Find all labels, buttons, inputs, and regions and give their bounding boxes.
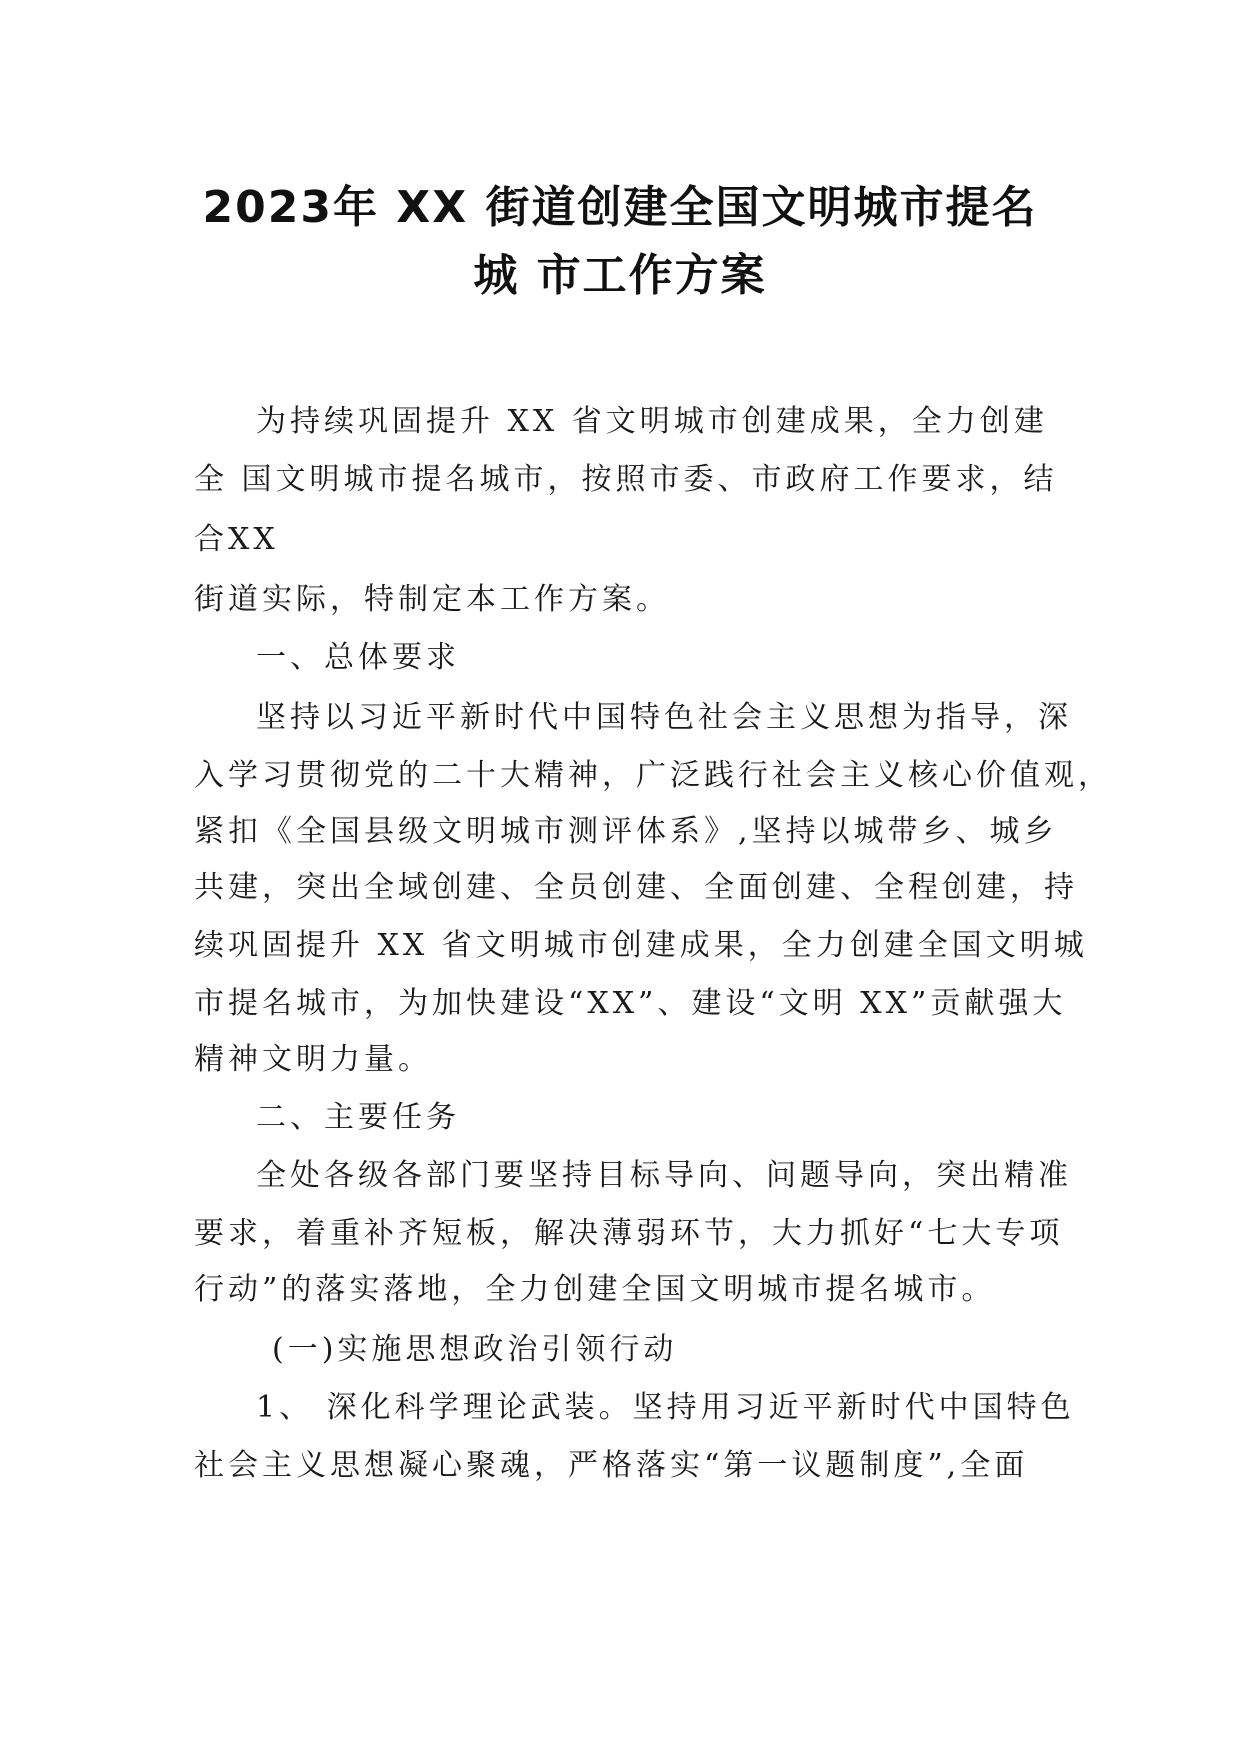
intro-line-1: 为持续巩固提升 XX 省文明城市创建成果，全力创建 bbox=[256, 404, 1048, 439]
intro-line-2: 全 国文明城市提名城市，按照市委、市政府工作要求，结 bbox=[194, 462, 1058, 497]
paragraph-line: 入学习贯彻党的二十大精神，广泛践行社会主义核心价值观， bbox=[194, 758, 1112, 793]
document-title-line-2: 城 市工作方案 bbox=[473, 250, 767, 301]
subsection-heading-1: (一)实施思想政治引领行动 bbox=[272, 1332, 678, 1367]
section-heading-1: 一、总体要求 bbox=[256, 640, 460, 675]
intro-line-4: 街道实际，特制定本工作方案。 bbox=[194, 582, 670, 617]
paragraph-line: 坚持以习近平新时代中国特色社会主义思想为指导，深 bbox=[256, 700, 1072, 735]
paragraph-line: 行动”的落实落地，全力创建全国文明城市提名城市。 bbox=[194, 1272, 996, 1307]
paragraph-line: 市提名城市，为加快建设“XX”、建设“文明 XX”贡献强大 bbox=[194, 986, 1067, 1021]
document-title-line-1: 2023年 XX 街道创建全国文明城市提名 bbox=[202, 182, 1038, 233]
paragraph-line: 续巩固提升 XX 省文明城市创建成果，全力创建全国文明城 bbox=[194, 928, 1088, 963]
paragraph-line: 精神文明力量。 bbox=[194, 1042, 432, 1077]
paragraph-line: 共建，突出全域创建、全员创建、全面创建、全程创建，持 bbox=[194, 870, 1078, 905]
intro-line-3: 合XX bbox=[194, 522, 279, 557]
paragraph-line: 社会主义思想凝心聚魂，严格落实“第一议题制度”,全面 bbox=[194, 1448, 1029, 1483]
paragraph-line: 全处各级各部门要坚持目标导向、问题导向，突出精准 bbox=[256, 1158, 1072, 1193]
paragraph-line: 要求，着重补齐短板，解决薄弱环节，大力抓好“七大专项 bbox=[194, 1216, 1064, 1251]
paragraph-line: 1、 深化科学理论武装。坚持用习近平新时代中国特色 bbox=[256, 1390, 1075, 1425]
section-heading-2: 二、主要任务 bbox=[256, 1100, 460, 1135]
paragraph-line: 紧扣《全国县级文明城市测评体系》,坚持以城带乡、城乡 bbox=[194, 814, 1058, 849]
